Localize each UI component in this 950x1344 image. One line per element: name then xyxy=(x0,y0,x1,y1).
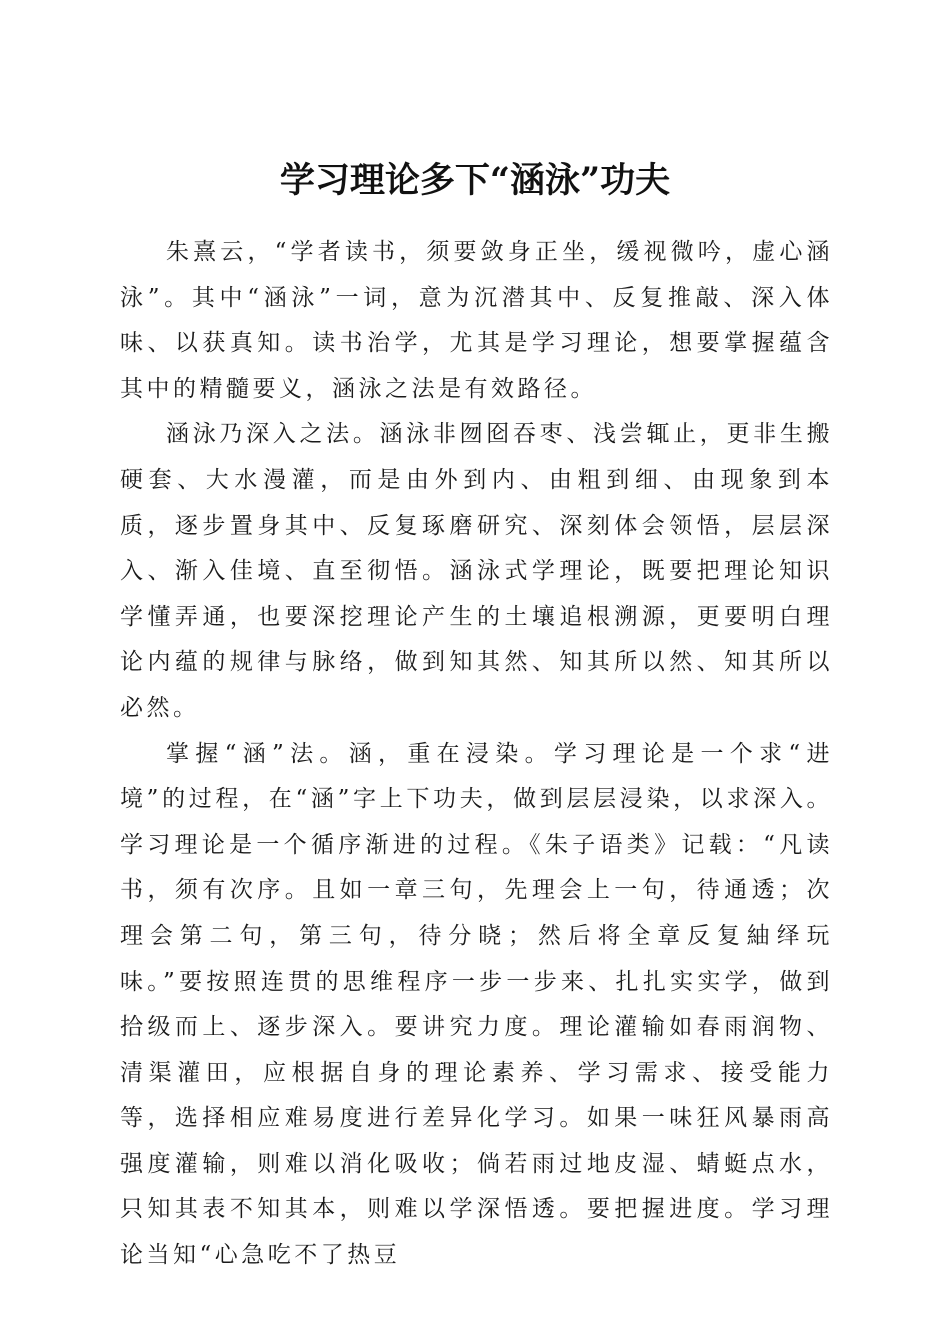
document-title: 学习理论多下“涵泳”功夫 xyxy=(279,160,671,202)
document-body xyxy=(120,230,833,1279)
paragraph-1: 朱熹云，“学者读书，须要敛身正坐，缓视微吟，虚心涵泳”。其中“涵泳”一词，意为沉潜其中、反复推敲、深入体味、以获真知。读书治学，尤其是学习理论，想要掌握蕴含其中的精髓要义，涵泳之法是有效路径。 xyxy=(120,239,833,402)
paragraph-2: 涵泳乃深入之法。涵泳非囫囵吞枣、浅尝辄止，更非生搬硬套、大水漫灌，而是由外到内、由粗到细、由现象到本质，逐步置身其中、反复琢磨研究、深刻体会领悟，层层深入、渐入佳境、直至彻悟。涵泳式学理论，既要把理论知识学懂弄通，也要深挖理论产生的土壤追根溯源，更要明白理论内蕴的规律与脉络，做到知其然、知其所以然、知其所以必然。 xyxy=(120,421,833,721)
paragraph-3: 掌握“涵”法。涵，重在浸染。学习理论是一个求“进境”的过程，在“涵”字上下功夫，做到层层浸染，以求深入。学习理论是一个循序渐进的过程。《朱子语类》记载：“凡读书，须有次序。且如一章三句，先理会上一句，待通透；次理会第二句，第三句，待分晓；然后将全章反复紬绎玩味。”要按照连贯的思维程序一步一步来、扎扎实实学，做到拾级而上、逐步深入。要讲究力度。理论灌输如春雨润物、清渠灌田，应根据自身的理论素养、学习需求、接受能力等，选择相应难易度进行差异化学习。如果一味狂风暴雨高强度灌输，则难以消化吸收；倘若雨过地皮湿、蜻蜓点水，只知其表不知其本，则难以学深悟透。要把握进度。学习理论当知“心急吃不了热豆 xyxy=(120,740,833,1269)
